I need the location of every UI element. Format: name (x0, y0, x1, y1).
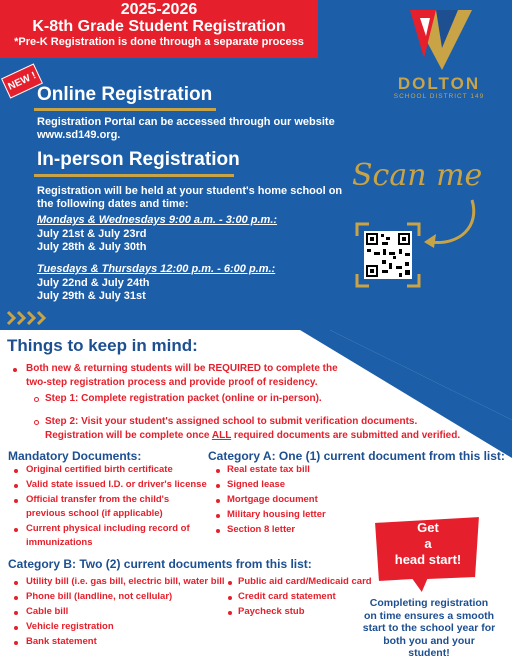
step2-line1: Step 2: Visit your student's assigned school to submit verification documents. (45, 416, 418, 427)
completion-line: on time ensures a smooth (363, 609, 495, 622)
online-line1: Registration Portal can be accessed through our website (37, 116, 335, 128)
bullet-dot (14, 581, 18, 585)
step-ring (34, 397, 39, 402)
mandatory-item: previous school (if applicable) (26, 508, 163, 519)
banner-title: K-8th Grade Student Registration (32, 18, 286, 35)
online-line2[interactable]: www.sd149.org. (37, 129, 121, 141)
category-b-heading: Category B: Two (2) current documents from this list: (8, 557, 312, 571)
bullet-dot (216, 499, 220, 503)
schedule1-heading: Mondays & Wednesdays 9:00 a.m. - 3:00 p.m.: (37, 214, 278, 226)
category-b-item: Utility bill (i.e. gas bill, electric bill, water bill (26, 576, 225, 587)
category-b-item: Vehicle registration (26, 621, 114, 632)
category-a-item: Military housing letter (227, 509, 326, 520)
bullet-dot (14, 611, 18, 615)
online-underline (34, 108, 216, 111)
category-b-item: Cable bill (26, 606, 69, 617)
bullet-dot (14, 469, 18, 473)
step1-text: Step 1: Complete registration packet (online or in-person). (45, 393, 322, 404)
keep-bullet1-line1: Both new & returning students will be REQUIRED to complete the (26, 363, 338, 374)
online-heading: Online Registration (37, 84, 213, 105)
mandatory-item: immunizations (26, 537, 93, 548)
bullet-dot (216, 514, 220, 518)
schedule2-heading: Tuesdays & Thursdays 12:00 p.m. - 6:00 p.m.: (37, 263, 276, 275)
category-b-item: Paycheck stub (238, 606, 305, 617)
schedule1-dates1: July 21st & July 23rd (37, 228, 147, 240)
mandatory-heading: Mandatory Documents: (8, 449, 142, 463)
bullet-dot (14, 484, 18, 488)
category-b-item: Credit card statement (238, 591, 336, 602)
bullet-dot (216, 484, 220, 488)
category-a-item: Mortgage document (227, 494, 318, 505)
head-start-line1: Get (417, 520, 439, 535)
category-a-heading: Category A: One (1) current document from this list: (208, 449, 505, 463)
bullet-dot (228, 596, 232, 600)
head-start-line3: head start! (394, 552, 462, 567)
completion-line: Completing registration (369, 597, 489, 609)
mandatory-item: Original certified birth certificate (26, 464, 173, 475)
completion-line: both you and your (383, 634, 475, 647)
step2-pre: Registration will be complete once (45, 430, 212, 441)
mandatory-item: Official transfer from the child's (26, 494, 170, 505)
header-banner (0, 0, 318, 58)
qr-code-icon[interactable] (355, 222, 421, 288)
category-b-item: Phone bill (landline, not cellular) (26, 591, 173, 602)
schedule2-dates1: July 22nd & July 24th (37, 277, 150, 289)
new-badge: NEW ! (1, 63, 43, 98)
inperson-line1: Registration will be held at your student's home school on (37, 185, 343, 197)
step-ring (34, 420, 39, 425)
banner-year: 2025-2026 (120, 1, 198, 18)
step2-post: required documents are submitted and verified. (231, 430, 461, 441)
bullet-dot (216, 469, 220, 473)
step2-all: ALL (211, 430, 232, 441)
inperson-line2: the following dates and time: (37, 198, 189, 210)
logo-name: DOLTON (397, 74, 481, 93)
head-start-line2: a (424, 536, 432, 551)
category-b-item: Bank statement (26, 636, 97, 647)
category-b-item: Public aid card/Medicaid card (238, 576, 372, 587)
banner-note: *Pre-K Registration is done through a separate process (14, 36, 304, 48)
inperson-underline (34, 174, 234, 177)
bullet-dot (14, 641, 18, 645)
category-a-item: Real estate tax bill (227, 464, 310, 475)
chevrons-icon (6, 308, 56, 328)
scan-me-label: Scan me (352, 158, 483, 193)
category-a-item: Signed lease (227, 479, 286, 490)
keep-in-mind-heading: Things to keep in mind: (7, 336, 198, 355)
bullet-dot (216, 529, 220, 533)
schedule2-dates2: July 29th & July 31st (37, 290, 146, 302)
logo-subtitle: SCHOOL DISTRICT 149 (393, 93, 485, 100)
mandatory-item: Current physical including record of (26, 523, 190, 534)
bullet-dot (14, 528, 18, 532)
bullet-dot (14, 499, 18, 503)
step2-line2 (45, 429, 460, 442)
bullet-dot (228, 611, 232, 615)
bullet-dot (14, 626, 18, 630)
bullet-dot (13, 368, 17, 372)
head-start-text (372, 520, 484, 568)
bullet-dot (14, 596, 18, 600)
completion-line: student! (408, 647, 450, 659)
completion-message (354, 597, 504, 660)
category-a-item: Section 8 letter (227, 524, 296, 535)
schedule1-dates2: July 28th & July 30th (37, 241, 147, 253)
keep-bullet1-line2: two-step registration process and provide proof of residency. (26, 377, 318, 388)
inperson-heading: In-person Registration (37, 149, 240, 170)
mandatory-item: Valid state issued I.D. or driver's license (26, 479, 207, 490)
completion-line: start to the school year for (362, 622, 496, 634)
bullet-dot (228, 581, 232, 585)
